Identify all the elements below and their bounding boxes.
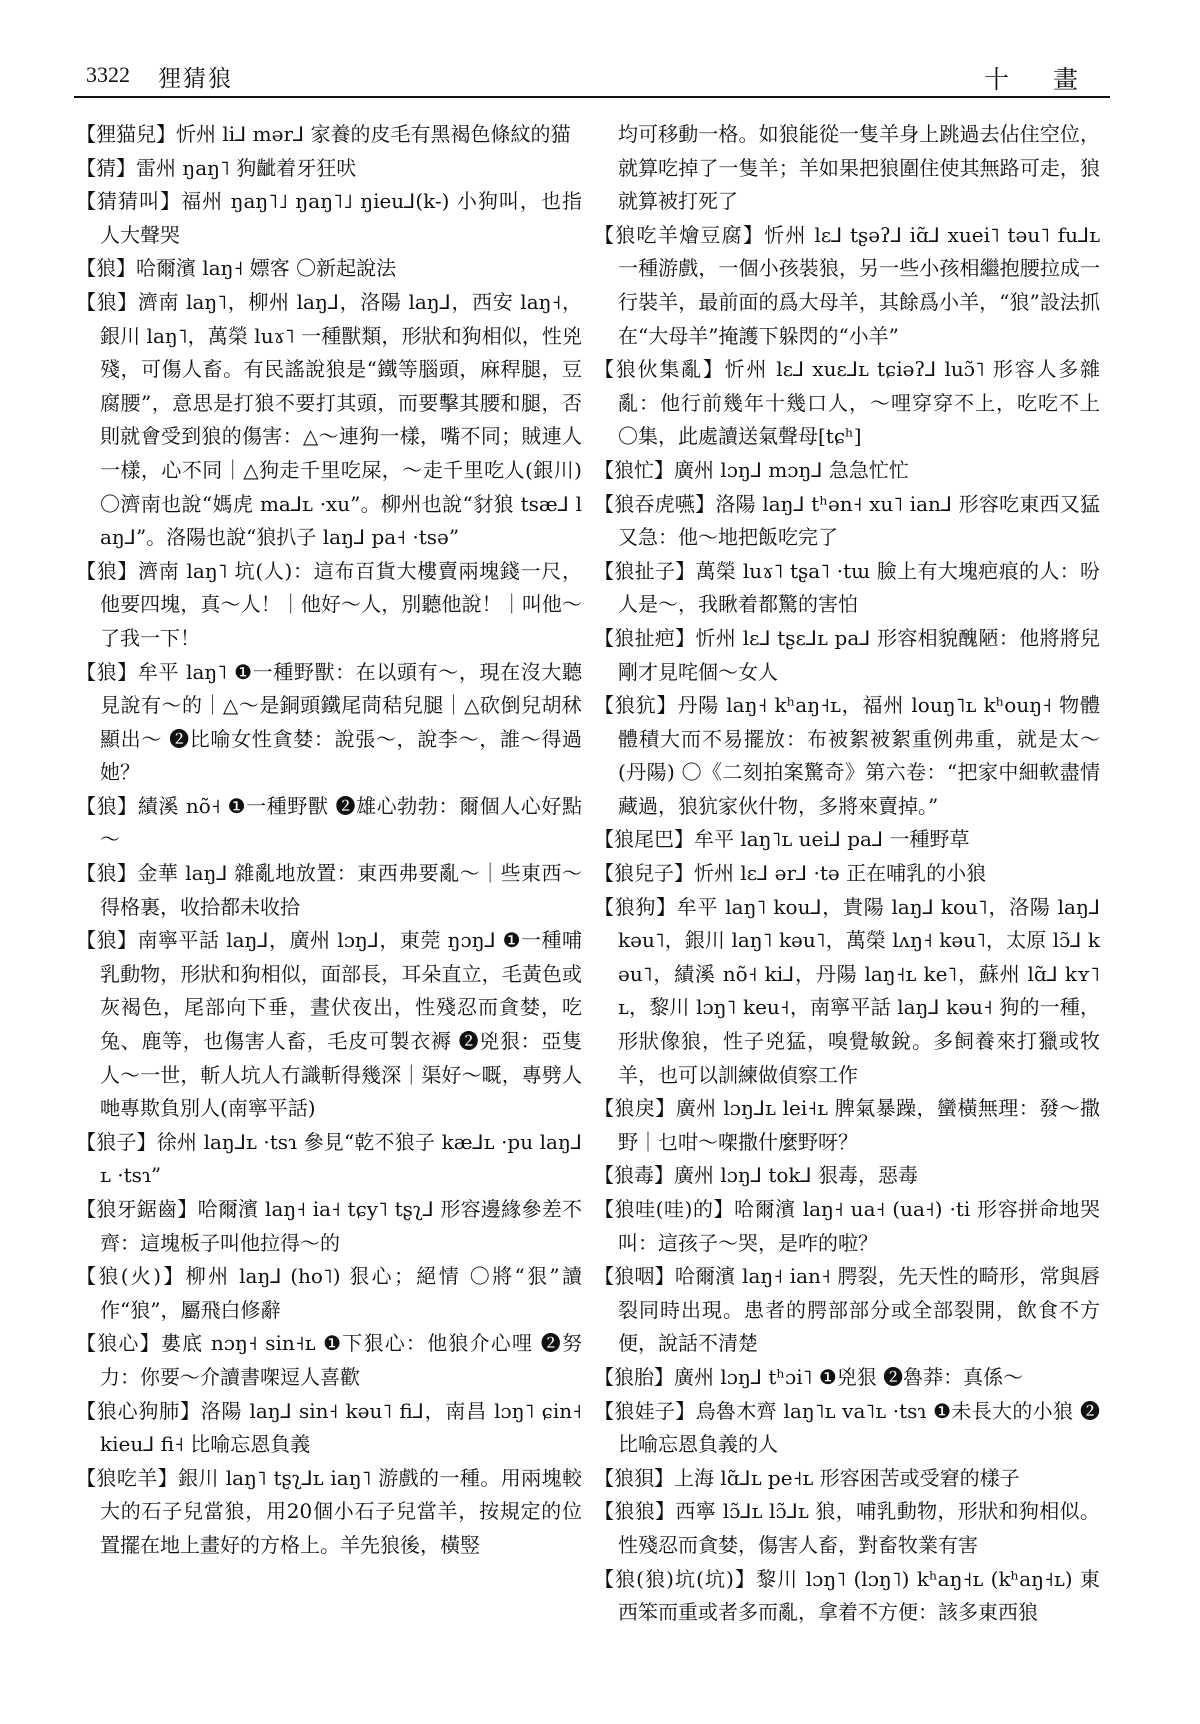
header-rule bbox=[74, 96, 1110, 98]
dictionary-entry: 【狼牙鋸齒】哈爾濱 laŋ˧ ia˧ tɕy˥ tʂʅ⅃ 形容邊緣參差不齊：這塊板子叫他拉得～的 bbox=[76, 1197, 582, 1255]
dictionary-entry: 【狼戾】廣州 lɔŋ⅃ʟ lei˧ʟ 脾氣暴躁，蠻橫無理：發～撒野｜乜咁～㗎撒什麼野呀？ bbox=[594, 1096, 1100, 1154]
dictionary-entry: 【狼】濟南 laŋ˥，柳州 laŋ⅃，洛陽 laŋ⅃，西安 laŋ˧，銀川 laŋ˥，萬榮 luɤ˥ 一種獸類，形狀和狗相似，性兇殘，可傷人畜。有民謠說狼是“鐵等腦頭，麻稈腿，豆腐腰”，意思是打狼不要打其頭，而要擊其腰和腿，否則就會受到狼的傷害：△～連狗一樣，嘴不同；賊連人一樣，心不同｜△狗走千里吃屎，～走千里吃人(銀川) 〇濟南也說“媽虎 ma⅃ʟ ·xu”。柳州也說“豺狼 tsæ⅃ laŋ⅃”。洛陽也說“狼扒子 laŋ⅃ pa˧ ·tsə” bbox=[76, 289, 582, 550]
dictionary-entry: 【狼咽】哈爾濱 laŋ˧ ian˧ 腭裂，先天性的畸形，常與唇裂同時出現。患者的腭部部分或全部裂開，飲食不方便，說話不清楚 bbox=[594, 1264, 1100, 1356]
dictionary-entry: 【狼伙集亂】忻州 lɛ⅃ xuɛ⅃ʟ tɕiəʔ⅃ luɔ̃˥ 形容人多雜亂：他行前幾年十幾口人，～哩穿穿不上，吃吃不上 〇集，此處讀送氣聲母[tɕʰ] bbox=[594, 357, 1100, 449]
dictionary-entry: 【狼】南寧平話 laŋ⅃，廣州 lɔŋ⅃，東莞 ŋɔŋ⅃ ❶一種哺乳動物，形狀和狗相似，面部長，耳朵直立，毛黃色或灰褐色，尾部向下垂，晝伏夜出，性殘忍而貪婪，吃兔、鹿等，也傷害人畜，毛皮可製衣褥 ❷兇狠：亞隻人～一世，斬人坑人冇識斬得幾深｜渠好～嘅，專劈人哋專欺負別人(南寧平話) bbox=[76, 928, 582, 1121]
dictionary-entry: 【狼】牟平 laŋ˥ ❶一種野獸：在以頭有～，現在沒大聽見說有～的｜△～是銅頭鐵尾茼秸兒腿｜△砍倒兒胡秫顯出～ ❷比喻女性貪婪：說張～，說李～，誰～得過她？ bbox=[76, 659, 582, 785]
left-column bbox=[76, 118, 582, 1563]
dictionary-entry: 【猜猜叫】福州 ŋaŋ˥˩ ŋaŋ˥˩ ŋieu⅃(k-) 小狗叫，也指人大聲哭 bbox=[76, 189, 582, 247]
dictionary-entry: 【狼胎】廣州 lɔŋ⅃ tʰɔi˥ ❶兇狠 ❷魯莽：真係～ bbox=[594, 1364, 1024, 1389]
dictionary-entry: 【狼娃子】烏魯木齊 laŋ˥ʟ va˥ʟ ·tsɿ ❶未長大的小狼 ❷比喻忘恩負義的人 bbox=[594, 1398, 1100, 1457]
dictionary-entry: 【狼狽】上海 lɑ̃⅃ʟ pe˧ʟ 形容困苦或受窘的樣子 bbox=[594, 1465, 1020, 1490]
dictionary-entry: 【狼(火)】柳州 laŋ⅃ (ho˥) 狠心；絕情 〇將“狠”讀作“狼”，屬飛白修辭 bbox=[76, 1264, 582, 1322]
dictionary-entry: 【狼】濟南 laŋ˥ 坑(人)：這布百貨大樓賣兩塊錢一尺，他要四塊，真～人！｜他好～人，別聽他說！｜叫他～了我一下！ bbox=[76, 558, 582, 650]
dictionary-entry: 【狼】哈爾濱 laŋ˧ 嫖客 〇新起說法 bbox=[76, 256, 397, 281]
dictionary-entry: 【狼毒】廣州 lɔŋ⅃ tok⅃ 狠毒，惡毒 bbox=[594, 1163, 919, 1188]
dictionary-entry: 【狼忙】廣州 lɔŋ⅃ mɔŋ⅃ 急急忙忙 bbox=[594, 457, 909, 482]
dictionary-entry: 【狼狼】西寧 lɔ̃⅃ʟ lɔ̃⅃ʟ 狼，哺乳動物，形狀和狗相似。性殘忍而貪婪，傷害人畜，對畜牧業有害 bbox=[594, 1499, 1100, 1557]
dictionary-entry: 【狼扯疤】忻州 lɛ⅃ tʂɛ⅃ʟ pa⅃ 形容相貌醜陋：他將將兒剛才見咤個～女人 bbox=[594, 625, 1100, 684]
dictionary-entry: 【狼心狗肺】洛陽 laŋ⅃ sin˧ kəu˥ fi⅃，南昌 lɔŋ˥ ɕin˧ kieu⅃ fi˧ 比喻忘恩負義 bbox=[76, 1398, 582, 1457]
dictionary-entry-continuation: 均可移動一格。如狼能從一隻羊身上跳過去佔住空位，就算吃掉了一隻羊；羊如果把狼圍住使其無路可走，狼就算被打死了 bbox=[618, 122, 1100, 214]
dictionary-entry: 【狼犺】丹陽 laŋ˧ kʰaŋ˧ʟ，福州 louŋ˥ʟ kʰouŋ˧ 物體體積大而不易擺放：布被絮被絮重例弗重，就是太～(丹陽) 〇《二刻拍案驚奇》第六卷：“把家中細軟盡情藏過，狼犺家伙什物，多將來賣掉。” bbox=[594, 693, 1100, 818]
dictionary-entry: 【狸猫兒】忻州 li⅃ mər⅃ 家養的皮毛有黑褐色條紋的猫 bbox=[76, 122, 571, 146]
dictionary-entry: 【狼兒子】忻州 lɛ⅃ ər⅃ ·tə 正在哺乳的小狼 bbox=[594, 861, 987, 886]
dictionary-entry: 【狼】績溪 nõ˧ ❶一種野獸 ❷雄心勃勃：爾個人心好點～ bbox=[76, 793, 582, 852]
page-header bbox=[72, 58, 1110, 98]
dictionary-entry: 【猜】雷州 ŋaŋ˥ 狗齜着牙狂吠 bbox=[76, 155, 357, 180]
dictionary-entry: 【狼狗】牟平 laŋ˥ kou⅃，貴陽 laŋ⅃ kou˥，洛陽 laŋ⅃ kəu˥，銀川 laŋ˥ kəu˥，萬榮 lʌŋ˧ kəu˥，太原 lɔ̃⅃ kəu˥，績溪 nõ˧ ki⅃，丹陽 laŋ˧ʟ ke˥，蘇州 lɑ̃⅃ kʏ˥ʟ，黎川 lɔŋ˥ keu˧，南寧平話 laŋ⅃ kəu˧ 狗的一種，形狀像狼，性子兇猛，嗅覺敏銳。多飼養來打獵或牧羊，也可以訓練做偵察工作 bbox=[594, 894, 1100, 1087]
section-label: 十 畫 bbox=[984, 65, 1096, 94]
dictionary-entry: 【狼哇(哇)的】哈爾濱 laŋ˧ ua˧ (ua˧) ·ti 形容拼命地哭叫：這孩子～哭，是咋的啦？ bbox=[594, 1197, 1100, 1255]
dictionary-entry: 【狼尾巴】牟平 laŋ˥ʟ uei⅃ pa⅃ 一種野草 bbox=[594, 827, 970, 852]
dictionary-entry: 【狼子】徐州 laŋ⅃ʟ ·tsɿ 參見“乾不狼子 kæ⅃ʟ ·pu laŋ⅃ʟ ·tsɿ” bbox=[76, 1129, 582, 1188]
running-head-characters: 狸猜狼 bbox=[158, 66, 233, 92]
dictionary-entry: 【狼扯子】萬榮 luɤ˥ tʂa˥ ·tɯ 臉上有大塊疤痕的人：吩人是～，我瞅着都驚的害怕 bbox=[594, 558, 1100, 617]
right-column bbox=[594, 118, 1100, 1630]
dictionary-entry: 【狼心】婁底 nɔŋ˧ sin˧ʟ ❶下狠心：他狼介心哩 ❷努力：你要～介讀書㗎逗人喜歡 bbox=[76, 1331, 582, 1389]
dictionary-entry: 【狼(狼)坑(坑)】黎川 lɔŋ˥ (lɔŋ˥) kʰaŋ˧ʟ (kʰaŋ˧ʟ) 東西笨而重或者多而亂，拿着不方便：該多東西狼 bbox=[594, 1566, 1100, 1625]
page-number: 3322 bbox=[86, 62, 130, 87]
dictionary-entry: 【狼吃羊】銀川 laŋ˥ tʂʅ⅃ʟ iaŋ˥ 游戲的一種。用兩塊較大的石子兒當狼，用20個小石子兒當羊，按規定的位置擺在地上畫好的方格上。羊先狼後，橫竪 bbox=[76, 1465, 582, 1557]
dictionary-entry: 【狼吃羊燴豆腐】忻州 lɛ⅃ tʂəʔ⅃ iɑ̃⅃ xuei˥ təu˥ fu⅃ʟ 一種游戲，一個小孩裝狼，另一些小孩相繼抱腰拉成一行裝羊，最前面的爲大母羊，其餘爲小羊，“狼”設法抓在“大母羊”掩護下躲閃的“小羊” bbox=[594, 222, 1100, 348]
dictionary-entry: 【狼】金華 laŋ⅃ 雜亂地放置：東西弗要亂～｜些東西～得格裏，收拾都未收拾 bbox=[76, 861, 582, 919]
dictionary-entry: 【狼吞虎嚥】洛陽 laŋ⅃ tʰən˧ xu˥ ian⅃ 形容吃東西又猛又急：他～地把飯吃完了 bbox=[594, 491, 1100, 550]
